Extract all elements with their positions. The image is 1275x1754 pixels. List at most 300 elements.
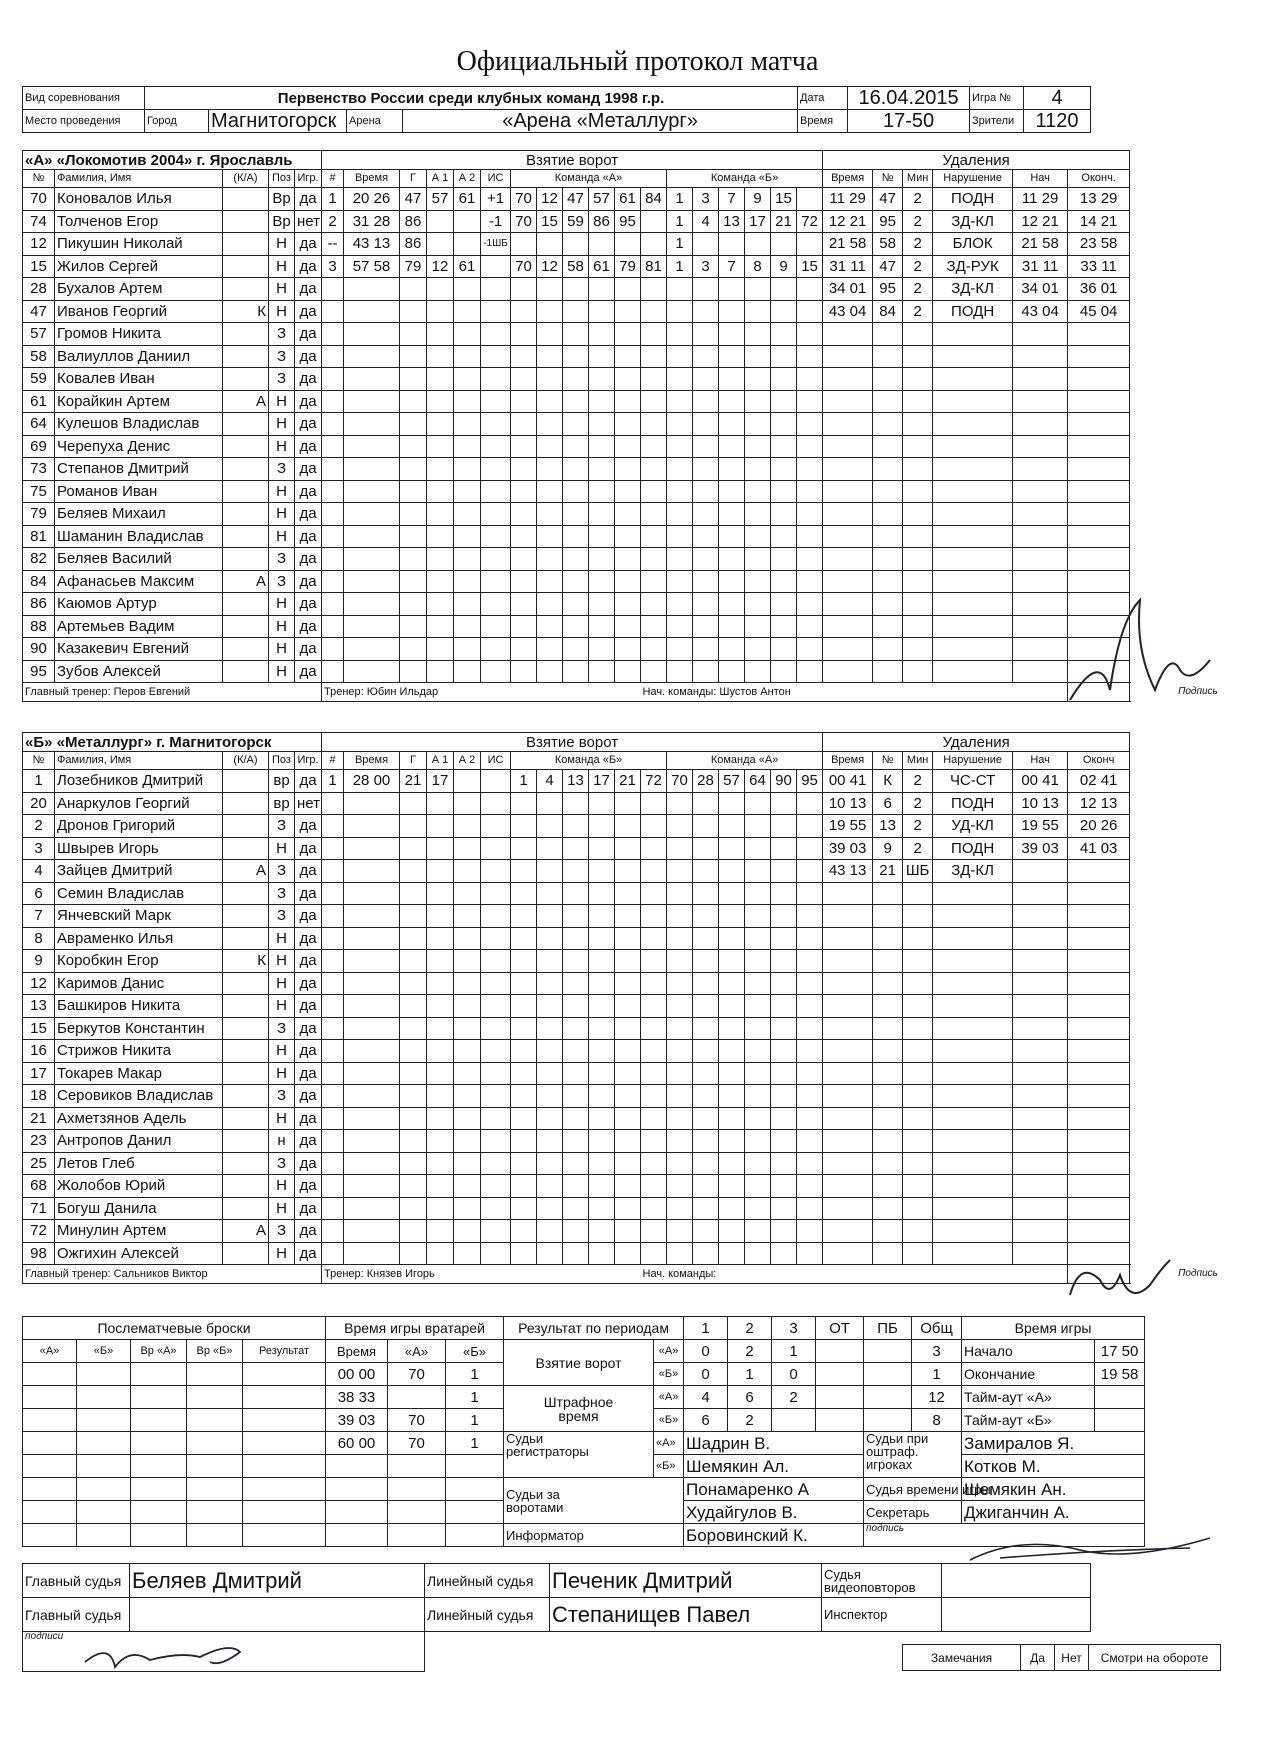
penalty-minutes bbox=[903, 390, 933, 413]
goal-opp-on-ice bbox=[797, 615, 823, 638]
penalty-player bbox=[873, 458, 903, 481]
goal-opp-on-ice: 3 bbox=[693, 188, 719, 211]
penalty-judges-label: Судьи при оштраф. игроках bbox=[864, 1432, 962, 1478]
goal-own-on-ice: 17 bbox=[589, 770, 615, 793]
goal-opp-on-ice bbox=[745, 1107, 771, 1130]
goal-opp-on-ice bbox=[667, 593, 693, 616]
goal-opp-on-ice bbox=[745, 1085, 771, 1108]
goal-time bbox=[344, 950, 400, 973]
goal-time bbox=[344, 972, 400, 995]
player-played: да bbox=[295, 1130, 322, 1153]
goal-own-on-ice bbox=[537, 972, 563, 995]
penalty-player bbox=[873, 905, 903, 928]
penalty-time bbox=[823, 503, 873, 526]
penalty-start bbox=[1013, 525, 1068, 548]
goal-situation bbox=[481, 1242, 511, 1265]
penalty-time bbox=[823, 1197, 873, 1220]
player-row bbox=[23, 390, 1130, 413]
goal-assist-1 bbox=[427, 837, 454, 860]
goal-assist-1 bbox=[427, 638, 454, 661]
goal-own-on-ice bbox=[537, 927, 563, 950]
goal-own-on-ice bbox=[615, 995, 641, 1018]
goal-number bbox=[322, 1017, 344, 1040]
penalty-time bbox=[823, 950, 873, 973]
goal-time bbox=[344, 1107, 400, 1130]
goal-opp-on-ice bbox=[797, 233, 823, 256]
player-position: З bbox=[269, 1085, 295, 1108]
penalty-start bbox=[1013, 390, 1068, 413]
goal-own-on-ice bbox=[563, 792, 589, 815]
time-label: Время bbox=[798, 110, 848, 133]
goal-time bbox=[344, 927, 400, 950]
penalty-violation bbox=[933, 927, 1013, 950]
penalty-start bbox=[1013, 1130, 1068, 1153]
goal-own-on-ice bbox=[537, 480, 563, 503]
player-name: Токарев Макар bbox=[55, 1062, 223, 1085]
goal-time bbox=[344, 300, 400, 323]
goal-own-on-ice bbox=[537, 1130, 563, 1153]
player-name: Толченов Егор bbox=[55, 210, 223, 233]
goal-opp-on-ice bbox=[667, 345, 693, 368]
player-number: 23 bbox=[23, 1130, 55, 1153]
col-violation: Нарушение bbox=[933, 170, 1013, 188]
goal-own-on-ice bbox=[537, 435, 563, 458]
goal-own-on-ice bbox=[589, 837, 615, 860]
penalty-end: 33 11 bbox=[1068, 255, 1130, 278]
penalty-end bbox=[1068, 323, 1130, 346]
goal-own-on-ice bbox=[641, 792, 667, 815]
goal-own-on-ice bbox=[537, 368, 563, 391]
goal-opp-on-ice bbox=[745, 390, 771, 413]
col-pen-min: Мин bbox=[903, 752, 933, 770]
shootout-title: Послематчевые броски bbox=[23, 1317, 326, 1340]
goal-own-on-ice bbox=[563, 1152, 589, 1175]
goal-own-on-ice bbox=[641, 1152, 667, 1175]
goal-opp-on-ice bbox=[693, 300, 719, 323]
goal-own-on-ice: 21 bbox=[615, 770, 641, 793]
goal-opp-on-ice bbox=[797, 503, 823, 526]
goal-opp-on-ice bbox=[719, 1152, 745, 1175]
goal-own-on-ice bbox=[589, 593, 615, 616]
goal-own-on-ice bbox=[589, 435, 615, 458]
goal-opp-on-ice bbox=[745, 323, 771, 346]
goal-scorer bbox=[400, 345, 427, 368]
player-name: Богуш Данила bbox=[55, 1197, 223, 1220]
goal-time bbox=[344, 1040, 400, 1063]
player-row bbox=[23, 792, 1130, 815]
col-violation: Нарушение bbox=[933, 752, 1013, 770]
goal-own-on-ice bbox=[511, 480, 537, 503]
player-captain-mark bbox=[223, 1107, 269, 1130]
penalty-violation: ПОДН bbox=[933, 837, 1013, 860]
player-captain-mark bbox=[223, 1242, 269, 1265]
player-captain-mark bbox=[223, 927, 269, 950]
goal-opp-on-ice bbox=[797, 1220, 823, 1243]
penalty-minutes bbox=[903, 950, 933, 973]
goal-opp-on-ice bbox=[667, 837, 693, 860]
goal-number bbox=[322, 1062, 344, 1085]
goal-opp-on-ice bbox=[797, 1197, 823, 1220]
goal-own-on-ice bbox=[563, 1220, 589, 1243]
goal-opp-on-ice bbox=[771, 950, 797, 973]
penalty-end: 02 41 bbox=[1068, 770, 1130, 793]
goal-opp-on-ice bbox=[745, 1017, 771, 1040]
inspector-label: Инспектор bbox=[822, 1598, 942, 1632]
shootout-col-gk-b: Вр «Б» bbox=[187, 1340, 243, 1363]
goals-a-p2: 2 bbox=[728, 1340, 772, 1363]
goal-opp-on-ice bbox=[667, 548, 693, 571]
goal-own-on-ice bbox=[589, 1220, 615, 1243]
goal-opp-on-ice bbox=[797, 458, 823, 481]
gk-row-2-b: 1 bbox=[446, 1386, 504, 1409]
goal-situation bbox=[481, 1062, 511, 1085]
goal-own-on-ice bbox=[641, 1085, 667, 1108]
goal-number: -- bbox=[322, 233, 344, 256]
penalty-time: 12 21 bbox=[823, 210, 873, 233]
goal-assist-1 bbox=[427, 480, 454, 503]
player-number: 3 bbox=[23, 837, 55, 860]
player-position: н bbox=[269, 1130, 295, 1153]
pim-a-total: 12 bbox=[912, 1386, 962, 1409]
penalty-violation bbox=[933, 368, 1013, 391]
goal-opp-on-ice bbox=[797, 905, 823, 928]
penalty-end bbox=[1068, 860, 1130, 883]
penalty-start: 39 03 bbox=[1013, 837, 1068, 860]
goal-own-on-ice bbox=[563, 1242, 589, 1265]
player-row bbox=[23, 458, 1130, 481]
goal-situation bbox=[481, 413, 511, 436]
player-name: Жилов Сергей bbox=[55, 255, 223, 278]
goal-situation bbox=[481, 525, 511, 548]
timekeeper: Шемякин Ан. bbox=[962, 1478, 1145, 1501]
goal-situation: -1 bbox=[481, 210, 511, 233]
goal-opp-on-ice bbox=[797, 995, 823, 1018]
goals-a-ot bbox=[816, 1340, 864, 1363]
player-played: да bbox=[295, 972, 322, 995]
goal-judges-label: Судьи за воротами bbox=[504, 1478, 684, 1524]
goal-own-on-ice bbox=[511, 390, 537, 413]
player-played: да bbox=[295, 770, 322, 793]
goal-own-on-ice bbox=[511, 995, 537, 1018]
goal-own-on-ice: 70 bbox=[511, 255, 537, 278]
player-number: 25 bbox=[23, 1152, 55, 1175]
col-pen-min: Мин bbox=[903, 170, 933, 188]
player-number: 64 bbox=[23, 413, 55, 436]
goal-scorer bbox=[400, 860, 427, 883]
penalty-minutes bbox=[903, 480, 933, 503]
penalty-violation: ЗД-РУК bbox=[933, 255, 1013, 278]
goal-time: 31 28 bbox=[344, 210, 400, 233]
player-row bbox=[23, 638, 1130, 661]
goal-own-on-ice: 70 bbox=[511, 188, 537, 211]
player-captain-mark bbox=[223, 458, 269, 481]
goal-time bbox=[344, 503, 400, 526]
penalty-minutes bbox=[903, 368, 933, 391]
goal-own-on-ice bbox=[537, 1062, 563, 1085]
goal-scorer bbox=[400, 503, 427, 526]
goal-own-on-ice: 84 bbox=[641, 188, 667, 211]
goal-own-on-ice bbox=[511, 792, 537, 815]
player-name: Пикушин Николай bbox=[55, 233, 223, 256]
goal-time bbox=[344, 413, 400, 436]
goal-assist-1 bbox=[427, 323, 454, 346]
goal-opp-on-ice bbox=[667, 300, 693, 323]
goal-own-on-ice bbox=[615, 927, 641, 950]
goal-opp-on-ice bbox=[719, 278, 745, 301]
goal-opp-on-ice bbox=[693, 480, 719, 503]
goal-opp-on-ice bbox=[719, 525, 745, 548]
player-played: да bbox=[295, 390, 322, 413]
penalty-time: 43 04 bbox=[823, 300, 873, 323]
goal-own-on-ice bbox=[641, 1062, 667, 1085]
player-name: Черепуха Денис bbox=[55, 435, 223, 458]
player-captain-mark bbox=[223, 503, 269, 526]
goal-opp-on-ice: 4 bbox=[693, 210, 719, 233]
goal-opp-on-ice bbox=[797, 1152, 823, 1175]
goal-own-on-ice bbox=[511, 1085, 537, 1108]
player-name: Афанасьев Максим bbox=[55, 570, 223, 593]
goal-opp-on-ice bbox=[745, 837, 771, 860]
shootout-col-b: «Б» bbox=[77, 1340, 131, 1363]
goal-own-on-ice bbox=[537, 413, 563, 436]
goal-time bbox=[344, 570, 400, 593]
goal-own-on-ice bbox=[615, 390, 641, 413]
goal-own-on-ice bbox=[641, 950, 667, 973]
player-number: 28 bbox=[23, 278, 55, 301]
col-pos: Поз bbox=[269, 170, 295, 188]
goal-own-on-ice bbox=[563, 972, 589, 995]
goal-own-on-ice bbox=[641, 815, 667, 838]
goal-own-on-ice bbox=[589, 1242, 615, 1265]
goal-own-on-ice bbox=[615, 860, 641, 883]
goal-opp-on-ice bbox=[719, 480, 745, 503]
player-played: да bbox=[295, 458, 322, 481]
goal-own-on-ice bbox=[589, 503, 615, 526]
player-played: да bbox=[295, 1175, 322, 1198]
col-a1: А 1 bbox=[427, 752, 454, 770]
goal-own-on-ice: 15 bbox=[537, 210, 563, 233]
goal-opp-on-ice bbox=[693, 995, 719, 1018]
goal-opp-on-ice bbox=[667, 525, 693, 548]
goal-own-on-ice bbox=[563, 1017, 589, 1040]
player-number: 68 bbox=[23, 1175, 55, 1198]
pim-a-p3: 2 bbox=[772, 1386, 816, 1409]
goal-own-on-ice bbox=[563, 1197, 589, 1220]
goal-number bbox=[322, 345, 344, 368]
player-row bbox=[23, 950, 1130, 973]
player-played: да bbox=[295, 503, 322, 526]
penalty-time bbox=[823, 882, 873, 905]
goal-assist-2 bbox=[454, 1107, 481, 1130]
goal-time bbox=[344, 278, 400, 301]
player-row bbox=[23, 503, 1130, 526]
goal-own-on-ice bbox=[589, 792, 615, 815]
player-position: Н bbox=[269, 950, 295, 973]
goal-scorer bbox=[400, 278, 427, 301]
penalty-end bbox=[1068, 458, 1130, 481]
penalty-player bbox=[873, 972, 903, 995]
player-number: 58 bbox=[23, 345, 55, 368]
goal-scorer bbox=[400, 570, 427, 593]
goal-situation bbox=[481, 615, 511, 638]
goal-scorer: 86 bbox=[400, 210, 427, 233]
player-played: да bbox=[295, 815, 322, 838]
penalty-end: 45 04 bbox=[1068, 300, 1130, 323]
goal-opp-on-ice bbox=[771, 233, 797, 256]
player-position: З bbox=[269, 1152, 295, 1175]
penalty-time bbox=[823, 1175, 873, 1198]
goal-situation bbox=[481, 255, 511, 278]
goal-assist-2 bbox=[454, 770, 481, 793]
player-row bbox=[23, 323, 1130, 346]
goal-opp-on-ice bbox=[667, 1107, 693, 1130]
team-a-head-coach: Главный тренер: Перов Евгений bbox=[23, 683, 322, 702]
penalty-violation bbox=[933, 1017, 1013, 1040]
player-captain-mark bbox=[223, 210, 269, 233]
goal-own-on-ice: 72 bbox=[641, 770, 667, 793]
player-position: З bbox=[269, 1017, 295, 1040]
goal-assist-1 bbox=[427, 278, 454, 301]
goal-opp-on-ice bbox=[771, 548, 797, 571]
goal-own-on-ice bbox=[563, 458, 589, 481]
penalty-end bbox=[1068, 1040, 1130, 1063]
player-row bbox=[23, 413, 1130, 436]
period-total: Общ bbox=[912, 1317, 962, 1340]
penalty-time bbox=[823, 615, 873, 638]
goal-assist-1 bbox=[427, 1062, 454, 1085]
goal-number bbox=[322, 995, 344, 1018]
penalty-start bbox=[1013, 1017, 1068, 1040]
player-number: 79 bbox=[23, 503, 55, 526]
team-b-head-coach: Главный тренер: Сальников Виктор bbox=[23, 1265, 322, 1284]
goal-assist-2 bbox=[454, 792, 481, 815]
goal-opp-on-ice bbox=[771, 638, 797, 661]
player-played: да bbox=[295, 368, 322, 391]
goal-own-on-ice bbox=[589, 1197, 615, 1220]
penalty-judge-1: Замиралов Я. bbox=[962, 1432, 1145, 1455]
goal-opp-on-ice bbox=[797, 837, 823, 860]
player-number: 18 bbox=[23, 1085, 55, 1108]
team-a-signature-label: Подпись bbox=[1068, 683, 1130, 702]
goal-opp-on-ice bbox=[771, 905, 797, 928]
goal-own-on-ice: 57 bbox=[589, 188, 615, 211]
player-played: да bbox=[295, 323, 322, 346]
goal-assist-1 bbox=[427, 1040, 454, 1063]
goal-own-on-ice bbox=[563, 1130, 589, 1153]
player-number: 9 bbox=[23, 950, 55, 973]
penalty-player bbox=[873, 638, 903, 661]
goal-own-on-ice bbox=[615, 1040, 641, 1063]
goal-opp-on-ice bbox=[719, 368, 745, 391]
goal-own-on-ice bbox=[641, 458, 667, 481]
goal-own-on-ice bbox=[615, 1085, 641, 1108]
player-number: 90 bbox=[23, 638, 55, 661]
goal-opp-on-ice bbox=[745, 1062, 771, 1085]
player-played: да bbox=[295, 413, 322, 436]
goal-own-on-ice bbox=[615, 1130, 641, 1153]
goal-own-on-ice bbox=[563, 435, 589, 458]
goal-situation bbox=[481, 548, 511, 571]
goal-opp-on-ice bbox=[667, 1130, 693, 1153]
goal-own-on-ice bbox=[537, 1085, 563, 1108]
goal-own-on-ice bbox=[589, 1017, 615, 1040]
goal-assist-2: 61 bbox=[454, 255, 481, 278]
goal-situation bbox=[481, 660, 511, 683]
judge-reg-b: Шемякин Ал. bbox=[684, 1455, 864, 1478]
penalty-minutes: ШБ bbox=[903, 860, 933, 883]
goal-assist-2 bbox=[454, 1242, 481, 1265]
player-captain-mark bbox=[223, 792, 269, 815]
goal-opp-on-ice bbox=[797, 792, 823, 815]
goal-time bbox=[344, 905, 400, 928]
player-name: Жолобов Юрий bbox=[55, 1175, 223, 1198]
penalty-violation bbox=[933, 548, 1013, 571]
goal-opp-on-ice: 7 bbox=[719, 255, 745, 278]
player-number: 84 bbox=[23, 570, 55, 593]
col-a2: А 2 bbox=[454, 170, 481, 188]
penalty-violation bbox=[933, 1085, 1013, 1108]
penalty-time bbox=[823, 1107, 873, 1130]
player-name: Громов Никита bbox=[55, 323, 223, 346]
goal-opp-on-ice: 64 bbox=[745, 770, 771, 793]
penalty-minutes bbox=[903, 1017, 933, 1040]
goal-own-on-ice bbox=[511, 413, 537, 436]
penalty-violation bbox=[933, 593, 1013, 616]
goal-own-on-ice: 12 bbox=[537, 188, 563, 211]
player-played: да bbox=[295, 345, 322, 368]
goal-number bbox=[322, 278, 344, 301]
penalty-player bbox=[873, 1242, 903, 1265]
goal-own-on-ice bbox=[563, 860, 589, 883]
player-captain-mark: К bbox=[223, 950, 269, 973]
goal-opp-on-ice bbox=[693, 1040, 719, 1063]
goal-number bbox=[322, 837, 344, 860]
player-name: Зубов Алексей bbox=[55, 660, 223, 683]
goal-time bbox=[344, 548, 400, 571]
goal-own-on-ice bbox=[537, 815, 563, 838]
goal-time bbox=[344, 458, 400, 481]
goal-scorer bbox=[400, 927, 427, 950]
goal-scorer bbox=[400, 480, 427, 503]
player-position: З bbox=[269, 368, 295, 391]
goal-own-on-ice bbox=[511, 972, 537, 995]
col-no: № bbox=[23, 752, 55, 770]
city: Магнитогорск bbox=[209, 110, 347, 133]
goal-opp-on-ice bbox=[719, 905, 745, 928]
goal-own-on-ice bbox=[563, 1107, 589, 1130]
spectators: 1120 bbox=[1024, 110, 1091, 133]
goal-own-on-ice bbox=[563, 1175, 589, 1198]
player-position: Н bbox=[269, 593, 295, 616]
player-name: Степанов Дмитрий bbox=[55, 458, 223, 481]
player-row bbox=[23, 480, 1130, 503]
goal-opp-on-ice bbox=[771, 860, 797, 883]
penalty-start: 21 58 bbox=[1013, 233, 1068, 256]
goal-opp-on-ice bbox=[771, 927, 797, 950]
penalty-violation: ПОДН bbox=[933, 792, 1013, 815]
goal-opp-on-ice bbox=[667, 390, 693, 413]
goal-opp-on-ice bbox=[797, 1107, 823, 1130]
goal-opp-on-ice bbox=[693, 390, 719, 413]
goal-own-on-ice bbox=[511, 323, 537, 346]
player-name: Беляев Михаил bbox=[55, 503, 223, 526]
goal-own-on-ice bbox=[563, 278, 589, 301]
goal-time: 43 13 bbox=[344, 233, 400, 256]
penalty-time bbox=[823, 927, 873, 950]
goal-number bbox=[322, 615, 344, 638]
remarks-label: Замечания bbox=[903, 1645, 1021, 1671]
penalty-violation bbox=[933, 1175, 1013, 1198]
